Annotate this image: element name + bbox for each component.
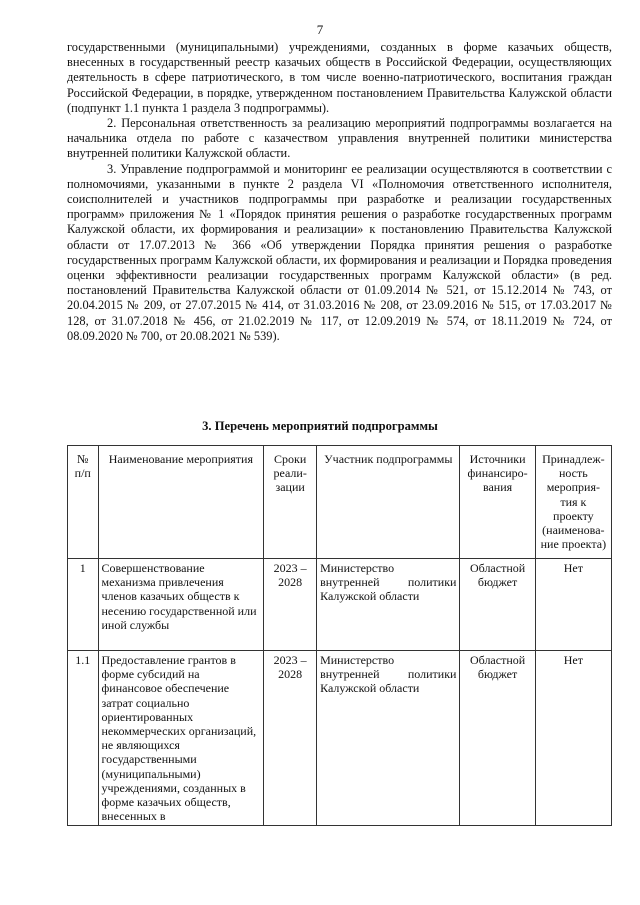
row-name: Предоставление грантов в форме субсидий на финансовое обеспечение затрат социально ориентированных некоммерческих организаций, не являющихся государственными (муниципальными) учреждениями, созданных в форме казачьих обществ, внесенных в	[98, 651, 264, 826]
row-num: 1	[68, 559, 99, 651]
paragraph-continuation: государственными (муниципальными) учреждениями, созданных в форме казачьих обществ, внесенных в государственный реестр казачьих обществ в Российской Федерации, осуществляющих деятельность в сфере патриотического, в том числе военно-патриотического, воспитания граждан Российской Федерации, в порядке, утвержденном постановлением Правительства Калужской области (подпункт 1.1 пункта 1 раздела 3 подпрограммы).	[67, 40, 612, 115]
header-participant: Участник подпрограммы	[317, 446, 460, 559]
row-name: Совершенствование механизма привлечения членов казачьих обществ к несению государственной или иной службы	[98, 559, 264, 651]
row-term: 2023 – 2028	[264, 559, 317, 651]
header-name: Наименование мероприятия	[98, 446, 264, 559]
row-participant: Министерство внутренней политики Калужской области	[317, 559, 460, 651]
table-row	[68, 559, 612, 651]
row-num: 1.1	[68, 651, 99, 826]
row-source: Областной бюджет	[460, 559, 535, 651]
paragraph-responsibility: 2. Персональная ответственность за реализацию мероприятий подпрограммы возлагается на начальника отдела по работе с казачеством управления внутренней политики министерства внутренней политики Калужской области.	[67, 116, 612, 161]
events-table	[67, 445, 612, 826]
row-participant: Министерство внутренней политики Калужской области	[317, 651, 460, 826]
header-project: Принадлеж- ность мероприя- тия к проекту (наименова- ние проекта)	[535, 446, 611, 559]
row-source: Областной бюджет	[460, 651, 535, 826]
row-term: 2023 – 2028	[264, 651, 317, 826]
page-number: 7	[316, 22, 324, 37]
table-row	[68, 651, 612, 826]
header-source: Источники финансиро- вания	[460, 446, 535, 559]
header-term: Сроки реали- зации	[264, 446, 317, 559]
section-title: 3. Перечень мероприятий подпрограммы	[202, 419, 438, 433]
paragraph-management: 3. Управление подпрограммой и мониторинг ее реализации осуществляются в соответствии с полномочиями, указанными в пункте 2 раздела VI «Полномочия ответственного исполнителя, соисполнителей и участников подпрограммы при разработке и реализации государственных программ» приложения № 1 «Порядок принятия решения о разработке государственных программ Калужской области, их формирования и реализации» к постановлению Правительства Калужской области от 17.07.2013 № 366 «Об утверждении Порядка принятия решения о разработке государственных программ Калужской области, их формирования и реализации и Порядка проведения оценки эффективности реализации государственных программ Калужской области» (в ред. постановлений Правительства Калужской области от 01.09.2014 № 521, от 15.12.2014 № 743, от 20.04.2015 № 209, от 27.07.2015 № 414, от 31.03.2016 № 208, от 23.09.2016 № 515, от 17.03.2017 № 128, от 31.07.2018 № 456, от 21.02.2019 № 117, от 12.09.2019 № 574, от 18.11.2019 № 724, от 08.09.2020 № 700, от 20.08.2021 № 539).	[67, 161, 612, 343]
row-project: Нет	[535, 559, 611, 651]
header-num: № п/п	[68, 446, 99, 559]
body-text	[67, 40, 612, 344]
table-header-row	[68, 446, 612, 559]
row-project: Нет	[535, 651, 611, 826]
